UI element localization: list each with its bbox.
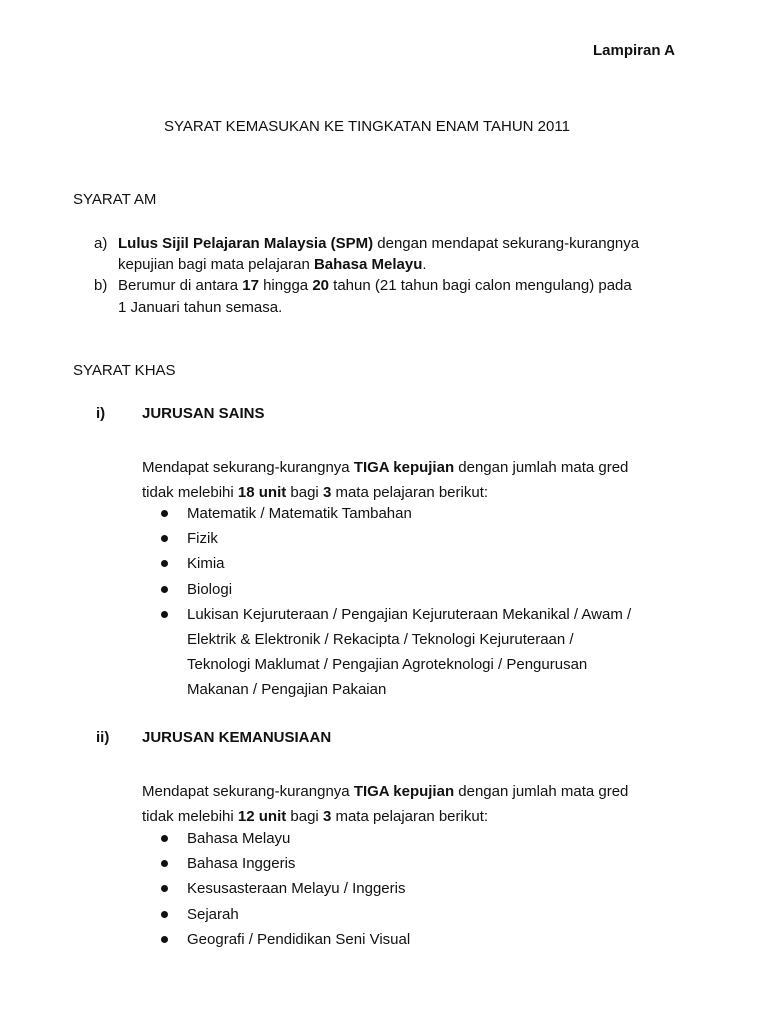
subject-label: Makanan / Pengajian Pakaian [187, 681, 387, 699]
unit-limit: 12 unit [237, 808, 287, 825]
bullet-icon [161, 535, 168, 542]
appendix-label: Lampiran A [593, 42, 675, 59]
subject-count: 3 [322, 484, 332, 501]
subject-label: Lukisan Kejuruteraan / Pengajian Kejuruteraan Mekanikal / Awam / [187, 605, 632, 623]
list-item [158, 902, 410, 927]
subject-label: Sejarah [187, 905, 239, 923]
text: dengan jumlah mata gred [454, 783, 629, 800]
list-item [158, 526, 631, 551]
unit-limit: 18 unit [237, 484, 287, 501]
qualification-name: Lulus Sijil Pelajaran Malaysia (SPM) [118, 235, 374, 252]
page-title: SYARAT KEMASUKAN KE TINGKATAN ENAM TAHUN 2011 [164, 118, 570, 135]
subject-label: Geografi / Pendidikan Seni Visual [187, 930, 411, 948]
science-heading: JURUSAN SAINS [142, 405, 265, 422]
list-item [158, 851, 410, 876]
text: tahun (21 tahun bagi calon mengulang) pada [329, 277, 632, 294]
text: Mendapat sekurang-kurangnya [142, 459, 354, 476]
list-item [158, 551, 631, 576]
humanities-heading: JURUSAN KEMANUSIAAN [142, 729, 332, 746]
list-item [158, 927, 410, 952]
text: hingga [258, 277, 313, 294]
text: tidak melebihi [142, 808, 238, 825]
humanities-requirement [142, 779, 628, 829]
credit-count: TIGA kepujian [353, 783, 455, 800]
list-item [158, 876, 410, 901]
text: kepujian bagi mata pelajaran [118, 256, 314, 273]
general-heading: SYARAT AM [73, 191, 157, 208]
text: bagi [286, 808, 323, 825]
bullet-icon [161, 911, 168, 918]
subject-label: Biologi [187, 580, 233, 598]
general-item-b-line2: 1 Januari tahun semasa. [118, 299, 283, 316]
subject-name: Bahasa Melayu [313, 256, 423, 273]
science-subject-list [158, 501, 631, 703]
subject-label: Bahasa Melayu [187, 830, 291, 847]
text: Mendapat sekurang-kurangnya [142, 783, 354, 800]
bullet-icon [161, 560, 168, 567]
subject-label: Kesusasteraan Melayu / Inggeris [187, 880, 406, 898]
general-item-b-line1 [118, 275, 632, 297]
general-item-a-line1 [118, 233, 639, 255]
requirement-line [142, 779, 628, 804]
text: mata pelajaran berikut: [331, 808, 489, 825]
special-heading: SYARAT KHAS [73, 362, 176, 379]
subject-label: Bahasa Inggeris [187, 855, 296, 873]
text: bagi [286, 484, 323, 501]
credit-count: TIGA kepujian [353, 459, 455, 476]
humanities-numeral: ii) [96, 729, 110, 746]
bullet-icon [161, 885, 168, 892]
general-item-a-line2 [118, 254, 427, 276]
bullet-icon [161, 586, 168, 593]
text: . [422, 256, 427, 273]
general-item-b-marker: b) [94, 277, 108, 294]
science-requirement [142, 455, 628, 505]
max-age: 20 [312, 277, 329, 294]
subject-label: Fizik [187, 530, 218, 548]
subject-label: Kimia [187, 555, 225, 573]
bullet-icon [161, 860, 168, 867]
text: dengan mendapat sekurang-kurangnya [373, 235, 640, 252]
subject-label: Matematik / Matematik Tambahan [187, 505, 412, 522]
list-item [158, 602, 631, 703]
text: mata pelajaran berikut: [331, 484, 489, 501]
subject-label: Elektrik & Elektronik / Rekacipta / Teknologi Kejuruteraan / [187, 631, 574, 649]
list-item [158, 826, 410, 851]
bullet-icon [161, 611, 168, 618]
humanities-subject-list [158, 826, 410, 952]
science-numeral: i) [96, 405, 106, 422]
subject-count: 3 [322, 808, 332, 825]
bullet-icon [161, 510, 168, 517]
bullet-icon [161, 936, 168, 943]
requirement-line [142, 455, 628, 480]
subject-label: Teknologi Maklumat / Pengajian Agroteknologi / Pengurusan [187, 656, 588, 674]
text: tidak melebihi [142, 484, 238, 501]
bullet-icon [161, 835, 168, 842]
list-item [158, 501, 631, 526]
list-item [158, 577, 631, 602]
general-item-a-marker: a) [94, 235, 108, 252]
min-age: 17 [242, 277, 259, 294]
text: dengan jumlah mata gred [454, 459, 629, 476]
text: Berumur di antara [118, 277, 243, 294]
